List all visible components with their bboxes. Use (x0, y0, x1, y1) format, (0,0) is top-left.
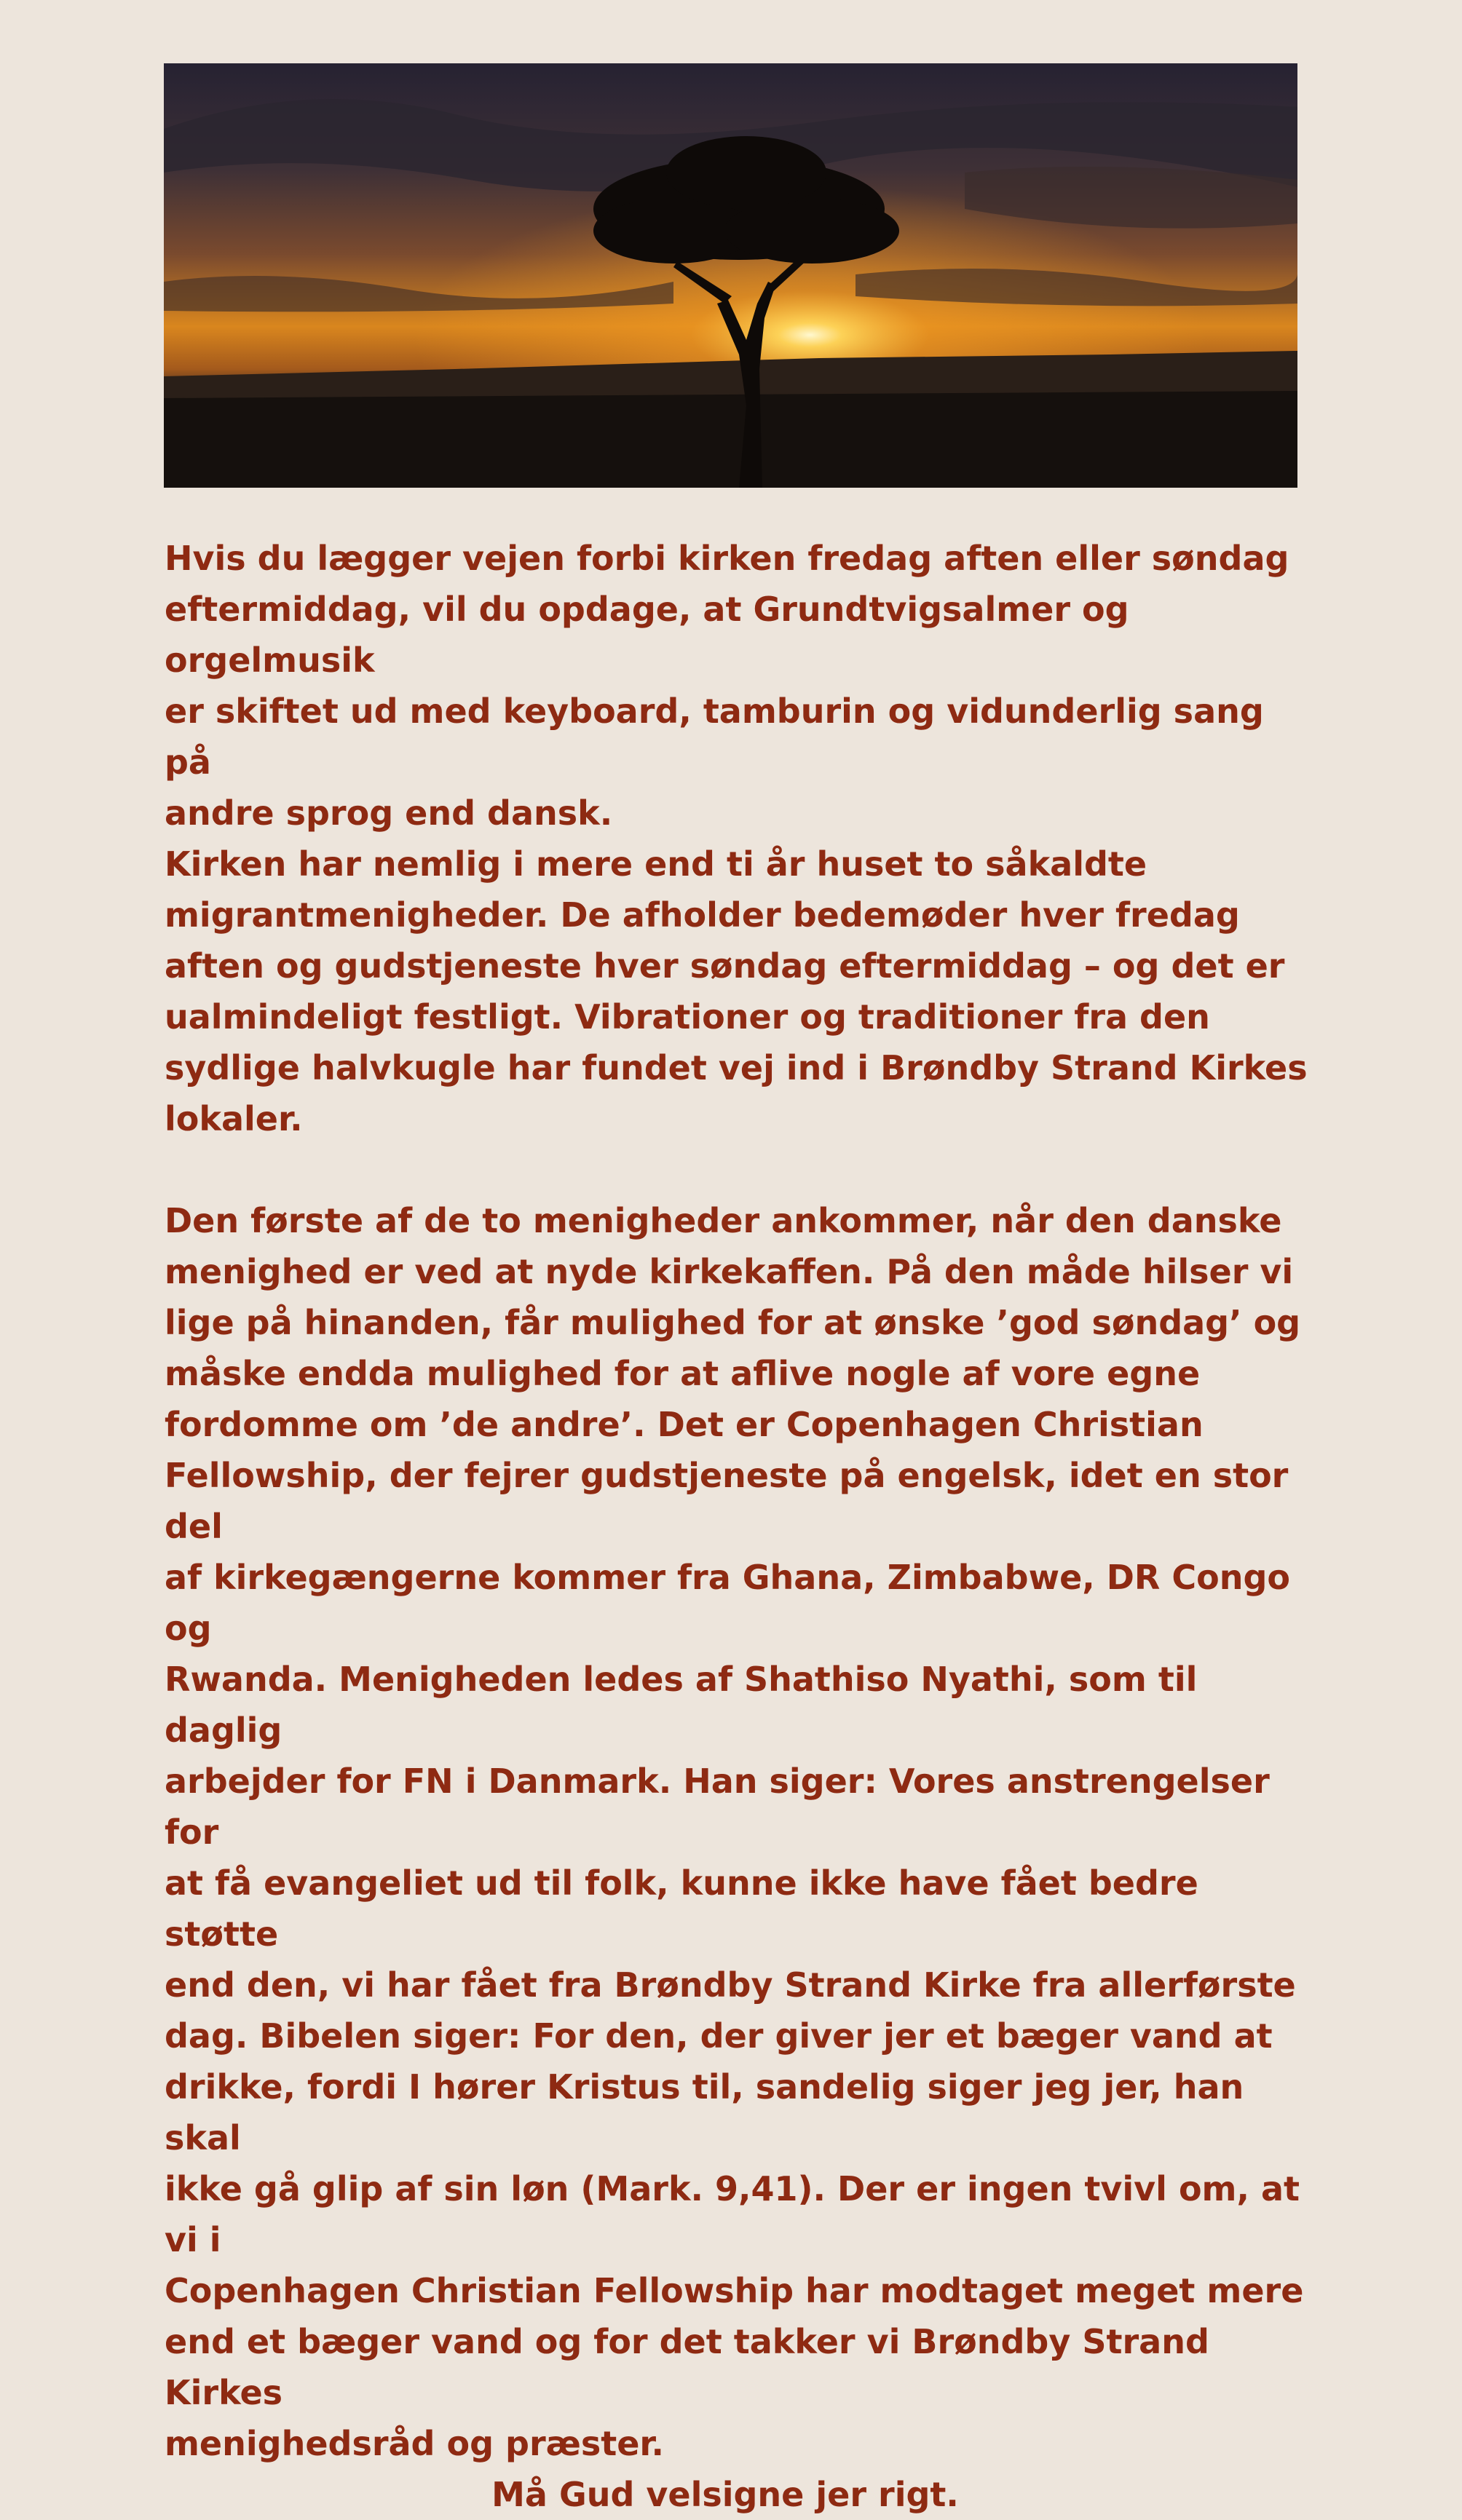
sunset-acacia-tree-image (164, 63, 1297, 488)
paragraph-fellowship: Den første af de to menigheder ankommer, når den danske menighed er ved at nyde kirkekaffen. På den måde hilser vi lige på hinanden, får mulighed for at ønske ’god søndag’ og måske endda mulighed for at aflive nogle af vore egne fordomme om ’de andre’. Det er Copenhagen Christian Fellowship, der fejrer gudstjeneste på engelsk, idet en stor del af kirkegængerne kommer fra Ghana, Zimbabwe, DR Congo og Rwanda. Menigheden ledes af Shathiso Nyathi, som til daglig arbejder for FN i Danmark. Han siger: Vores anstrengelser for at få evangeliet ud til folk, kunne ikke have fået bedre støtte end den, vi har fået fra Brøndby Strand Kirke fra allerførste dag. Bibelen siger: For den, der giver jer et bæger vand at drikke, fordi I hører Kristus til, sandelig siger jeg jer, han skal ikke gå glip af sin løn (Mark. 9,41). Der er ingen tvivl om, at vi i Copenhagen Christian Fellowship har modtaget meget mere end et bæger vand og for det takker vi Brøndby Strand Kirkes menighedsråd og præster. (165, 1201, 1304, 2463)
paragraph-spacer (165, 1144, 1315, 1195)
article-body (165, 533, 1315, 2520)
paragraph-intro: Hvis du lægger vejen forbi kirken fredag aften eller søndag eftermiddag, vil du opdage, at Grundtvigsalmer og orgelmusik er skiftet ud med keyboard, tamburin og vidunderlig sang på andre sprog end dansk. (165, 539, 1289, 833)
paragraph-migrant-congregations: Kirken har nemlig i mere end ti år huset to såkaldte migrantmenigheder. De afholder bedemøder hver fredag aften og gudstjeneste hver søndag eftermiddag – og det er ualmindeligt festligt. Vibrationer og traditioner fra den sydlige halvkugle har fundet vej ind i Brøndby Strand Kirkes lokaler. (165, 844, 1308, 1138)
closing-blessing: Må Gud velsigne jer rigt. (491, 2475, 959, 2514)
hero-image (164, 63, 1297, 488)
